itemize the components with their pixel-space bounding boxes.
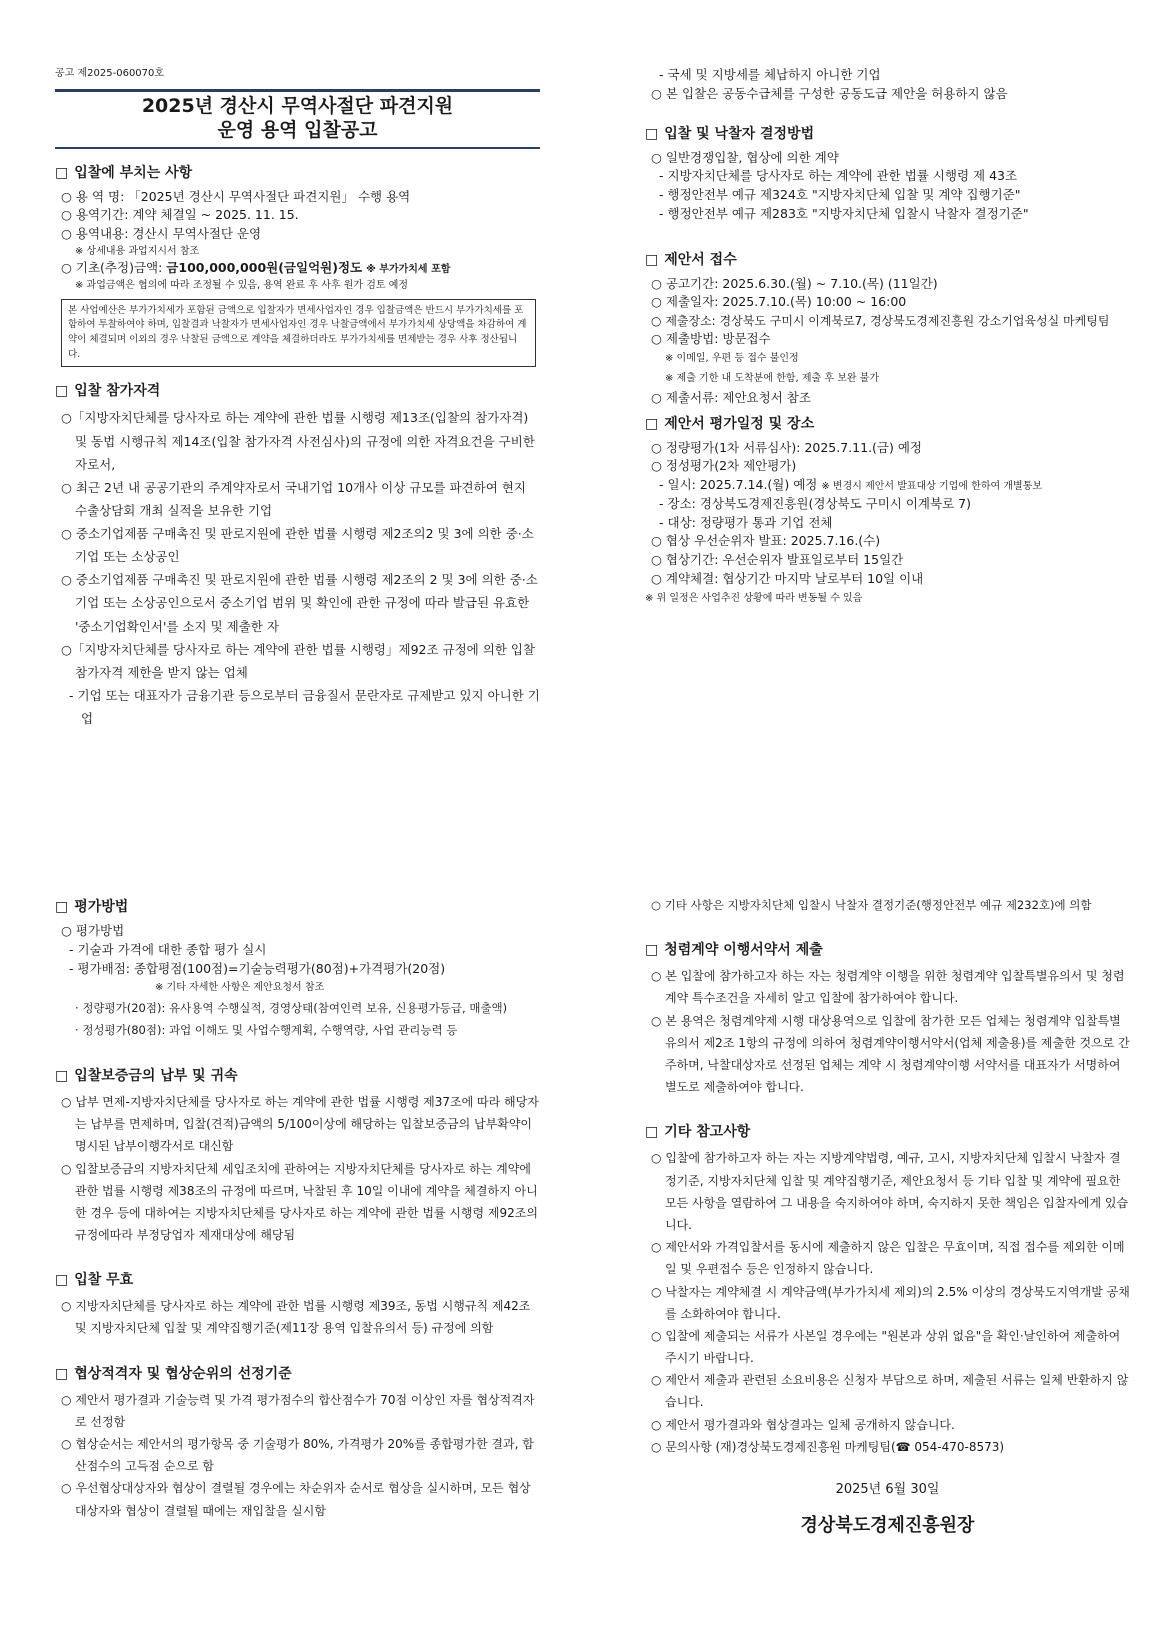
section-title: 입찰 및 낙찰자 결정방법 [664,125,815,142]
top-right-column [645,66,1130,609]
item-text: 용역내용: 경산시 무역사절단 운영 [75,226,262,241]
bullet-icon: ○ [651,533,662,549]
list-item [55,922,540,941]
item-text: 본 입찰에 참가하고자 하는 자는 청렴계약 이행을 위한 청렴계약 입찰특별유의서 및 청렴계약 특수조건을 자세히 알고 입찰에 참가하여야 합니다. [665,969,1125,1006]
list-item [645,389,1130,408]
bullet-icon: ○ [651,898,662,912]
item-text: 제안서와 가격입찰서를 동시에 제출하지 않은 입찰은 무효이며, 직접 접수를 제외한 이메일 및 우편접수 등은 인정하지 않습니다. [665,1240,1125,1277]
item-text: 공고기간: 2025.6.30.(월) ~ 7.10.(목) (11일간) [665,275,938,291]
item-text: 계약체결: 협상기간 마지막 날로부터 10일 이내 [665,570,924,586]
bullet-icon: ○ [61,1094,72,1109]
bullet-icon: ○ [651,552,662,567]
item-text: 기초(추정)금액: [75,259,167,275]
dash-icon: - [659,477,664,492]
checkbox-icon: □ [55,899,69,915]
list-item [645,1236,1130,1280]
bullet-icon: ○ [61,1299,72,1314]
item-text: 우선협상대상자와 협상이 결렬될 경우에는 차순위자 순서로 협상을 실시하며, 모든 협상 대상자와 협상이 결렬될 때에는 재입찰을 실시함 [75,1481,531,1518]
list-item [55,225,540,244]
bullet-icon: ○ [651,294,662,310]
bullet-icon: ○ [651,1151,662,1166]
note-text: ※ 제출 기한 내 도착분에 한함, 제출 후 보완 불가 [665,372,880,384]
section-header [55,381,540,402]
sub-item [55,960,540,979]
dash-icon: - [69,941,74,957]
checkbox-icon: □ [645,125,659,142]
section-header [645,414,1130,435]
note-text: ※ 기타 자세한 사항은 제안요청서 참조 [155,982,325,994]
item-text: 평가방법 [75,923,125,938]
item-text: 협상순서는 제안서의 평가항목 중 기술평가 80%, 가격평가 20%를 종합평가한 결과, 합산점수의 고득점 순으로 함 [75,1437,534,1474]
bullet-icon: ○ [61,226,72,241]
item-text: 본 용역은 청렴계약제 시행 대상용역으로 입찰에 참가한 모든 업체는 청렴계약 입찰특별유의서 제2조 1항의 규정에 의하여 청렴계약이행서약서(업체 제출용)를 제출한 것으로 간주하며, 낙찰대상자로 선정된 업체는 계약 시 청렴계약이행 서약서를 대표자가 서명하여 별도로 제출하여야 합니다. [665,1013,1130,1095]
bullet-icon: ○ [651,1417,662,1432]
bullet-icon: ○ [651,331,662,346]
sub-item [645,205,1130,224]
item-text: 입찰보증금의 지방자치단체 세입조치에 관하여는 지방자치단체를 당사자로 하는 계약에 관한 법률 시행령 제38조의 규정에 따르며, 낙찰된 후 10일 이내에 계약을 체결하지 아니한 경우 등에 대하여는 지방자치단체를 당사자로 하는 계약에 관한 법률 시행령 제92조의 규정에따라 부정당업자 제재대상에 해당됨 [75,1161,538,1243]
item-text: 정량평가(20점): 유사용역 수행실적, 경영상태(참여인력 보유, 신용평가등급, 매출액) [82,1001,508,1016]
dash-icon: - [69,687,74,703]
dash-icon: - [659,168,664,184]
item-text: 용 역 명: 「2025년 경산시 무역사절단 파견지원」 수행 용역 [75,188,411,204]
item-text: 행정안전부 예규 제283호 "지방자치단체 입찰시 낙찰자 결정기준" [667,205,1029,221]
item-text: 정량평가(1차 서류심사): 2025.7.11.(금) 예정 [665,439,922,455]
bullet-icon: ○ [61,207,72,223]
bottom-left-column [55,897,540,1522]
list-item [645,570,1130,589]
bullet-icon: ○ [61,641,72,657]
section-title: 제안서 평가일정 및 장소 [664,415,815,432]
note-text: ※ 이메일, 우편 등 접수 불인정 [665,352,799,364]
item-text: 「지방자치단체를 당사자로 하는 계약에 관한 법률 시행령 제13조(입찰의 참가자격) 및 동법 시행규칙 제14조(입찰 참가자격 사전심사)의 규정에 의한 자격요건을 구비한 자로서, [71,410,535,472]
checkbox-icon: □ [55,383,69,400]
bullet-icon: ○ [651,275,662,291]
item-text: 행정안전부 예규 제324호 "지방자치단체 입찰 및 계약 집행기준" [667,187,1021,202]
item-text: 납부 면제-지방자치단체를 당사자로 하는 계약에 관한 법률 시행령 제37조에 따라 해당자는 납부를 면제하며, 입찰(견적)금액의 5/100이상에 해당하는 입찰보증금의 납부확약이 명시된 납부이행각서로 대신함 [75,1094,539,1154]
dash-icon: - [659,514,664,530]
note-text: ※ 상세내용 과업지시서 참조 [75,245,200,257]
list-item [55,568,540,637]
sub-item [55,684,540,730]
budget-amount: 금100,000,000원(금일억원)정도 [166,259,363,275]
list-item [645,1325,1130,1369]
section-title: 입찰 참가자격 [74,383,161,400]
sub-item [645,514,1130,533]
note-text: ※ 변경시 제안서 발표대상 기업에 한하여 개별통보 [821,481,1043,492]
bullet-icon: ○ [651,969,662,984]
bullet-icon: ○ [61,1161,72,1176]
dot-icon: · [75,1023,79,1038]
item-text: 제안서 제출과 관련된 소요비용은 신청자 부담으로 하며, 제출된 서류는 일체 반환하지 않습니다. [665,1373,1129,1410]
list-item [645,1436,1130,1458]
item-text: 낙찰자는 계약체결 시 계약금액(부가가치세 제외)의 2.5% 이상의 경상북도지역개발 공채를 소화하여야 합니다. [665,1284,1130,1321]
list-item [645,293,1130,312]
list-item [55,406,540,475]
item-text: 중소기업제품 구매촉진 및 판로지원에 관한 법률 시행령 제2조의 2 및 3에 의한 중·소기업 또는 소상공인으로서 중소기업 범위 및 확인에 관한 규정에 따라 발급된 유효한 '중소기업확인서'를 소지 및 제출한 자 [75,572,538,634]
vat-note: ※ 부가가치세 포함 [366,263,451,275]
title-line-1: 2025년 경산시 무역사절단 파견지원 [141,95,454,117]
notice-number: 공고 제2025-060070호 [55,68,165,79]
list-item [55,188,540,207]
page-title [55,89,540,149]
section-header [55,1364,540,1385]
list-item [645,1281,1130,1325]
bullet-icon: ○ [651,314,662,328]
section-title: 입찰 무효 [74,1272,134,1289]
item-text: 제출서류: 제안요청서 참조 [665,389,811,405]
bullet-icon: ○ [651,458,662,474]
checkbox-icon: □ [645,1124,659,1141]
item-text: 제출장소: 경상북도 구미시 이계북로7, 경상북도경제진흥원 강소기업육성실 마케팅팀 [665,314,1110,328]
section-header [645,250,1130,271]
note-text: ※ 위 일정은 사업추진 상황에 따라 변동될 수 있음 [645,592,863,604]
checkbox-icon: □ [645,942,659,959]
title-line-2: 운영 용역 입찰공고 [217,118,378,141]
announcement-date: 2025년 6월 30일 [835,1482,940,1497]
dash-icon: - [659,67,664,82]
sub-item [55,1020,540,1042]
bullet-icon: ○ [651,570,662,586]
item-text: 지방자치단체를 당사자로 하는 계약에 관한 법률 시행령 제 43조 [667,168,1018,184]
list-item [645,439,1130,458]
section-header [55,897,540,918]
list-item [55,259,540,278]
list-item [645,1414,1130,1436]
bullet-icon: ○ [61,572,72,588]
dash-icon: - [659,205,664,221]
dash-icon: - [659,495,664,511]
list-item [55,1295,540,1339]
list-item [645,457,1130,476]
bullet-icon: ○ [651,389,662,405]
bullet-icon: ○ [61,188,72,204]
bullet-icon: ○ [61,526,72,541]
sub-item [645,66,1130,85]
sub-item [645,167,1130,186]
sub-item [645,186,1130,205]
issuer-name: 경상북도경제진흥원장 [800,1514,975,1536]
item-text: 본 입찰은 공동수급체를 구성한 공동도급 제안을 허용하지 않음 [665,85,1008,101]
list-item [645,897,1130,914]
list-item [645,312,1130,330]
item-text: 국세 및 지방세를 체납하지 아니한 기업 [667,67,881,82]
item-text: 문의사항 (재)경상북도경제진흥원 마케팅팀(☎ 054-470-8573) [665,1439,1005,1454]
section-header [55,1066,540,1087]
item-text: 기술과 가격에 대한 종합 평가 실시 [77,941,267,957]
sub-item [55,941,540,960]
section-title: 기타 참고사항 [664,1124,751,1141]
item-text: 정성평가(2차 제안평가) [665,458,797,474]
section-title: 입찰보증금의 납부 및 귀속 [74,1067,238,1084]
bottom-right-column [645,897,1130,1539]
sub-item [645,476,1130,495]
list-item [55,1433,540,1477]
bullet-icon: ○ [61,259,72,275]
list-item [645,1369,1130,1413]
list-item [645,551,1130,570]
note-text: ※ 과업금액은 협의에 따라 조정될 수 있음, 용역 완료 후 사후 원가 검토 예정 [75,279,409,291]
bullet-icon: ○ [61,410,72,426]
bullet-icon: ○ [651,1284,662,1299]
list-item [55,522,540,568]
list-item [645,275,1130,294]
dot-icon: · [75,1001,79,1016]
section-header [645,1122,1130,1143]
sub-item [645,495,1130,514]
bullet-icon: ○ [61,479,72,495]
checkbox-icon: □ [645,251,659,268]
section-title: 입찰에 부치는 사항 [74,164,193,181]
item-text: 중소기업제품 구매촉진 및 판로지원에 관한 법률 시행령 제2조의2 및 3에 의한 중·소기업 또는 소상공인 [75,526,534,565]
bullet-icon: ○ [61,923,72,938]
bullet-icon: ○ [651,1439,662,1454]
list-item [645,85,1130,104]
list-item [645,1010,1130,1099]
item-text: 제출방법: 방문접수 [665,331,771,346]
section-title: 제안서 접수 [664,251,737,268]
section-header [55,1270,540,1291]
top-left-column [55,66,540,730]
vat-notice-box: 본 사업예산은 부가가치세가 포함된 금액으로 입찰자가 면세사업자인 경우 입찰금액은 반드시 부가가치세를 포함하여 투찰하여야 하며, 입찰결과 낙찰자가 면세사업자인 경우 낙찰금액에서 부가가치세 상당액을 차감하여 계약이 체결되며 이외의 경우 낙찰된 금액으로 계약을 체결하더라도 부가가치세를 면제받는 경우 사후 정산됩니다. [61,299,536,368]
item-text: 정성평가(80점): 과업 이해도 및 사업수행계획, 수행역량, 사업 관리능력 등 [82,1023,458,1038]
item-text: 최근 2년 내 공공기관의 주계약자로서 국내기업 10개사 이상 규모를 파견하여 현지 수출상담회 개최 실적을 보유한 기업 [75,479,526,518]
item-text: 제출일자: 2025.7.10.(목) 10:00 ~ 16:00 [665,294,907,310]
item-text: 기업 또는 대표자가 금융기관 등으로부터 금융질서 문란자로 규제받고 있지 아니한 기업 [77,687,540,726]
section-title: 청렴계약 이행서약서 제출 [664,942,823,959]
item-text: 입찰에 참가하고자 하는 자는 지방계약법령, 예규, 고시, 지방자치단체 입찰시 낙찰자 결정기준, 지방자치단체 입찰 및 계약집행기준, 제안요청서 등 기타 입찰 및 계약에 필요한 모든 사항을 열람하여 그 내용을 숙지하여야 하며, 숙지하지 못한 책임은 입찰자에게 있습니다. [665,1151,1129,1232]
bullet-icon: ○ [651,1373,662,1388]
item-text: 용역기간: 계약 체결일 ~ 2025. 11. 15. [75,207,299,223]
item-text: 대상: 정량평가 통과 기업 전체 [667,514,833,530]
section-header [645,124,1130,145]
list-item [55,1477,540,1521]
item-text: 협상기간: 우선순위자 발표일로부터 15일간 [665,552,904,567]
bullet-icon: ○ [651,1013,662,1028]
list-item [645,1147,1130,1236]
item-text: 일반경쟁입찰, 협상에 의한 계약 [665,149,839,165]
item-text: 장소: 경상북도경제진흥원(경상북도 구미시 이계북로 7) [667,495,971,511]
list-item [645,149,1130,168]
list-item [55,1091,540,1158]
bullet-icon: ○ [651,149,662,165]
list-item [645,532,1130,551]
list-item [55,1389,540,1433]
item-text: 입찰에 제출되는 서류가 사본일 경우에는 "원본과 상위 없음"을 확인·날인하여 제출하여 주시기 바랍니다. [665,1328,1121,1366]
checkbox-icon: □ [55,1365,69,1382]
dash-icon: - [659,187,664,202]
item-text: 「지방자치단체를 당사자로 하는 계약에 관한 법률 시행령」제92조 규정에 의한 입찰참가자격 제한을 받지 않는 업체 [71,641,535,680]
list-item [55,206,540,225]
section-header [55,163,540,184]
bullet-icon: ○ [651,1328,662,1343]
item-text: 협상 우선순위자 발표: 2025.7.16.(수) [665,533,881,549]
item-text: 평가배점: 종합평점(100점)=기술능력평가(80점)+가격평가(20점) [77,960,446,976]
bullet-icon: ○ [61,1481,72,1496]
bullet-icon: ○ [651,85,662,101]
bullet-icon: ○ [61,1392,72,1407]
list-item [645,965,1130,1009]
list-item [645,330,1130,349]
bullet-icon: ○ [61,1437,72,1451]
checkbox-icon: □ [645,415,659,432]
list-item [55,1158,540,1247]
section-title: 평가방법 [74,899,129,915]
list-item [55,476,540,522]
checkbox-icon: □ [55,1272,69,1289]
item-text: 일시: 2025.7.14.(월) 예정 [667,477,822,492]
section-title: 협상적격자 및 협상순위의 선정기준 [74,1365,292,1382]
item-text: 지방자치단체를 당사자로 하는 계약에 관한 법률 시행령 제39조, 동법 시행규칙 제42조 및 지방자치단체 입찰 및 계약집행기준(제11장 용역 입찰유의서 등) 규정에 의함 [75,1299,531,1336]
checkbox-icon: □ [55,1067,69,1084]
bullet-icon: ○ [651,439,662,455]
dash-icon: - [69,960,74,976]
bullet-icon: ○ [651,1240,662,1255]
sub-item [55,998,540,1020]
checkbox-icon: □ [55,164,69,181]
item-text: 제안서 평가결과와 협상결과는 일체 공개하지 않습니다. [665,1417,955,1432]
item-text: 제안서 평가결과 기술능력 및 가격 평가점수의 합산점수가 70점 이상인 자를 협상적격자로 선정함 [75,1392,535,1429]
item-text: 기타 사항은 지방자치단체 입찰시 낙찰자 결정기준(행정안전부 예규 제232호)에 의함 [664,898,1092,912]
section-header [645,940,1130,961]
list-item [55,638,540,684]
